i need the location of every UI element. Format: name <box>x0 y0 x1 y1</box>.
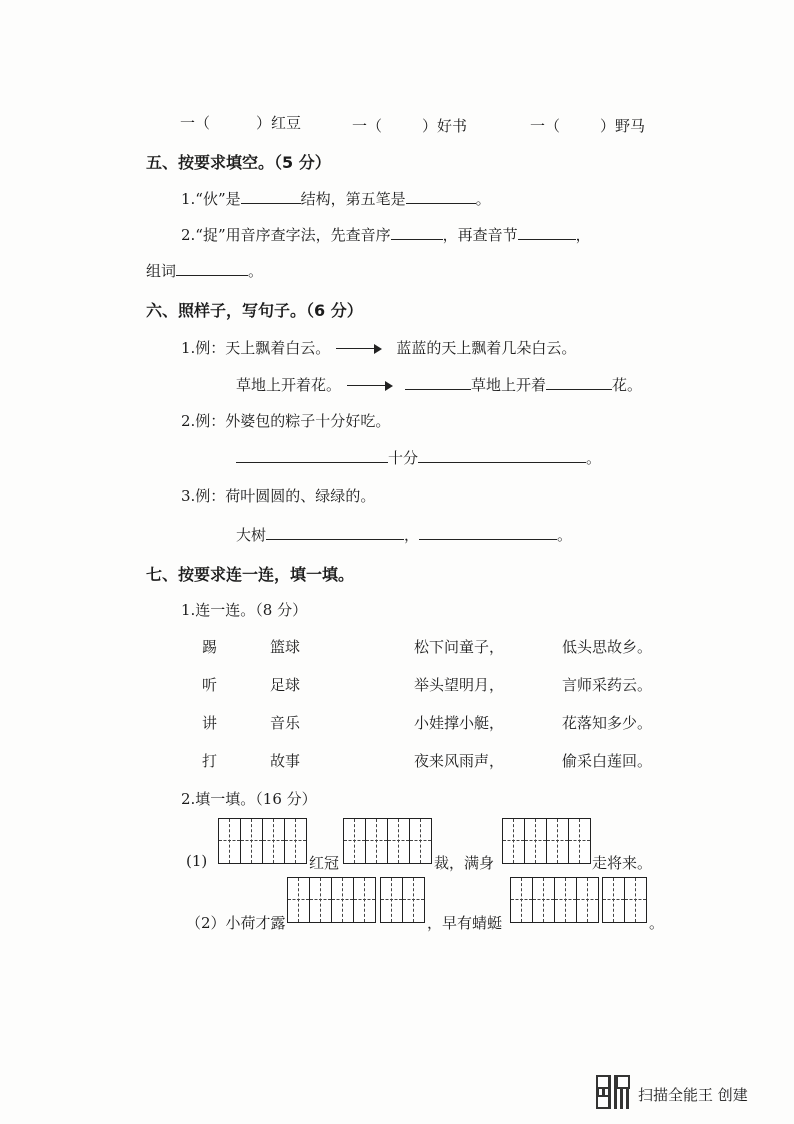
match-poem-answer[interactable]: 花落知多少。 <box>562 714 653 732</box>
fill-subtitle: 2.填一填。（16 分） <box>181 790 317 808</box>
tianzige-box[interactable] <box>287 877 376 923</box>
fill-1-number: (1) <box>186 852 208 870</box>
blank[interactable] <box>241 189 301 204</box>
section-6-title: 六、照样子，写句子。（6 分） <box>146 301 363 320</box>
tianzige-box[interactable] <box>343 818 432 864</box>
section-5-title: 五、按要求填空。（5 分） <box>146 153 331 172</box>
match-noun[interactable]: 音乐 <box>270 714 301 732</box>
arrow-icon <box>347 381 393 391</box>
example-1: 1.例：天上飘着白云。 蓝蓝的天上飘着几朵白云。 <box>181 339 577 357</box>
match-verb[interactable]: 踢 <box>202 638 218 656</box>
match-poem-line[interactable]: 松下问童子， <box>414 638 505 656</box>
blank[interactable] <box>266 525 404 540</box>
match-poem-answer[interactable]: 言师采药云。 <box>562 676 653 694</box>
section-5-q2-cont: 组词 。 <box>146 262 264 280</box>
match-verb[interactable]: 打 <box>202 752 218 770</box>
match-noun[interactable]: 篮球 <box>270 638 301 656</box>
fill-2-text-1: （2）小荷才露 <box>186 914 286 932</box>
fill-1-text-3: 走将来。 <box>592 854 653 872</box>
example-1-task: 草地上开着花。 草地上开着 花。 <box>236 376 643 394</box>
tianzige-box[interactable] <box>602 877 647 923</box>
fill-2-text-3: 。 <box>649 914 665 932</box>
example-2: 2.例：外婆包的粽子十分好吃。 <box>181 412 391 430</box>
match-noun[interactable]: 足球 <box>270 676 301 694</box>
measure-word-3: 一（ ）野马 <box>530 117 646 135</box>
section-5-q2: 2.“捉”用音序查字法，先查音序 ，再查音节 ， <box>181 226 591 244</box>
match-poem-answer[interactable]: 偷采白莲回。 <box>562 752 653 770</box>
blank[interactable] <box>418 448 586 463</box>
blank[interactable] <box>236 448 388 463</box>
match-poem-line[interactable]: 夜来风雨声， <box>414 752 505 770</box>
tianzige-box[interactable] <box>218 818 307 864</box>
matching-subtitle: 1.连一连。（8 分） <box>181 601 308 619</box>
blank[interactable] <box>391 225 443 240</box>
fill-1-text-1: 红冠 <box>309 854 340 872</box>
match-verb[interactable]: 听 <box>202 676 218 694</box>
match-poem-line[interactable]: 小娃撑小艇， <box>414 714 505 732</box>
tianzige-box[interactable] <box>380 877 425 923</box>
scanner-watermark: 扫描全能王 创建 <box>638 1086 748 1104</box>
example-2-task: 十分 。 <box>236 447 601 468</box>
section-7-title: 七、按要求连一连，填一填。 <box>146 565 355 584</box>
blank[interactable] <box>419 525 557 540</box>
example-3: 3.例：荷叶圆圆的、绿绿的。 <box>181 487 376 505</box>
blank[interactable] <box>546 375 612 390</box>
match-verb[interactable]: 讲 <box>202 714 218 732</box>
section-5-q1: 1.“伙”是 结构，第五笔是 。 <box>181 190 491 208</box>
match-noun[interactable]: 故事 <box>270 752 301 770</box>
qr-code-icon <box>596 1075 630 1109</box>
blank[interactable] <box>405 375 471 390</box>
measure-word-2: 一（ ）好书 <box>352 117 468 135</box>
match-poem-answer[interactable]: 低头思故乡。 <box>562 638 653 656</box>
blank[interactable] <box>518 225 576 240</box>
arrow-icon <box>336 344 382 354</box>
fill-1-text-2: 裁，满身 <box>434 854 495 872</box>
tianzige-box[interactable] <box>510 877 599 923</box>
match-poem-line[interactable]: 举头望明月， <box>414 676 505 694</box>
fill-2-text-2: ，早有蜻蜓 <box>427 914 503 932</box>
blank[interactable] <box>406 189 476 204</box>
blank[interactable] <box>176 261 248 276</box>
measure-word-1: 一（ ）红豆 <box>180 114 302 132</box>
example-3-task: 大树 ， 。 <box>236 526 573 544</box>
tianzige-box[interactable] <box>502 818 591 864</box>
